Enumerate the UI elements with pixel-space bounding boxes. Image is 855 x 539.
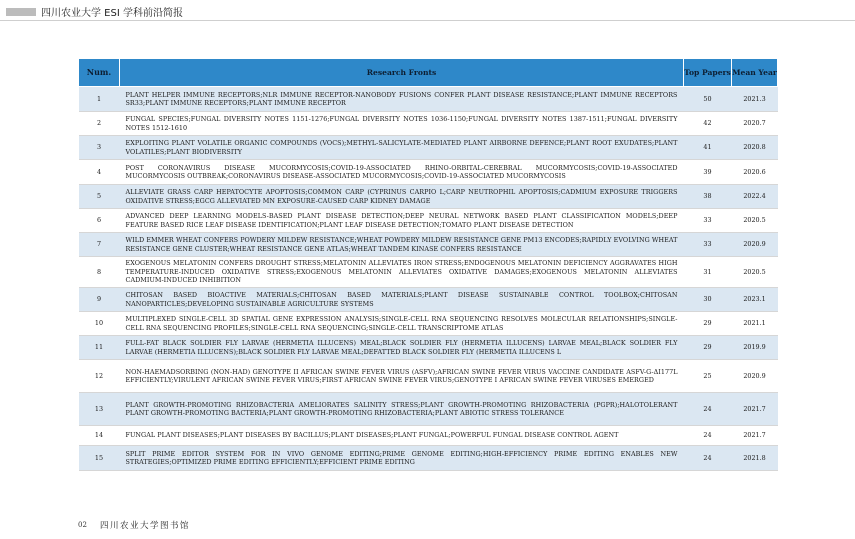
row-top-papers: 30 — [684, 288, 732, 312]
row-mean-year: 2020.8 — [732, 136, 778, 160]
row-research-front: MULTIPLEXED SINGLE-CELL 3D SPATIAL GENE EXPRESSION ANALYSIS;SINGLE-CELL RNA SEQUENCING RESOLVES MOLECULAR RELATIONSHIPS;SINGLE-CELL RNA SEQUENCING PROFILES;SINGLE-CELL RNA SEQUENCING;SINGLE-CELL TRANSCRIPTOME ATLAS — [120, 312, 684, 336]
table-row — [79, 185, 778, 209]
row-research-front: PLANT HELPER IMMUNE RECEPTORS;NLR IMMUNE RECEPTOR-NANOBODY FUSIONS CONFER PLANT DISEASE RESISTANCE;PLANT IMMUNE RECEPTORS SR33;PLANT IMMUNE RECEPTORS;PLANT IMMUNE RECEPTOR — [120, 87, 684, 112]
row-num: 2 — [79, 112, 120, 136]
header-research-fronts: Research Fronts — [120, 59, 684, 87]
row-num: 7 — [79, 233, 120, 257]
row-top-papers: 39 — [684, 160, 732, 185]
header-title: 四川农业大学 ESI 学科前沿简报 — [41, 8, 183, 19]
row-num: 9 — [79, 288, 120, 312]
research-fronts-table — [78, 58, 778, 471]
table-row — [79, 446, 778, 471]
row-mean-year: 2021.3 — [732, 87, 778, 112]
row-num: 13 — [79, 393, 120, 426]
table-header-row — [79, 59, 778, 87]
row-top-papers: 25 — [684, 360, 732, 393]
page-header — [0, 0, 855, 22]
table-row — [79, 160, 778, 185]
row-mean-year: 2021.7 — [732, 393, 778, 426]
row-top-papers: 24 — [684, 426, 732, 446]
row-mean-year: 2021.7 — [732, 426, 778, 446]
table-row — [79, 312, 778, 336]
row-num: 4 — [79, 160, 120, 185]
table-row — [79, 87, 778, 112]
header-num: Num. — [79, 59, 120, 87]
row-num: 8 — [79, 257, 120, 288]
row-research-front: ADVANCED DEEP LEARNING MODELS-BASED PLANT DISEASE DETECTION;DEEP NEURAL NETWORK BASED PLANT CLASSIFICATION MODELS;DEEP FEATURE BASED RICE LEAF DISEASE IDENTIFICATION;PLANT LEAF DISEASE DETECTION;TOMATO PLANT DISEASE DETECTION — [120, 209, 684, 233]
table-row — [79, 209, 778, 233]
row-top-papers: 24 — [684, 393, 732, 426]
row-mean-year: 2020.5 — [732, 257, 778, 288]
table-row — [79, 288, 778, 312]
header-divider — [0, 20, 855, 21]
row-num: 12 — [79, 360, 120, 393]
row-research-front: POST CORONAVIRUS DISEASE MUCORMYCOSIS;COVID-19-ASSOCIATED RHINO-ORBITAL-CEREBRAL MUCORMYCOSIS;COVID-19-ASSOCIATED MUCORMYCOSIS OUTBREAK;CORONAVIRUS DISEASE-ASSOCIATED MUCORMYCOSIS;COVID-19-ASSOCIATED MUCORMYCOSIS — [120, 160, 684, 185]
row-mean-year: 2019.9 — [732, 336, 778, 360]
row-top-papers: 31 — [684, 257, 732, 288]
row-mean-year: 2022.4 — [732, 185, 778, 209]
row-research-front: ALLEVIATE GRASS CARP HEPATOCYTE APOPTOSIS;COMMON CARP (CYPRINUS CARPIO L;CARP NEUTROPHIL APOPTOSIS;CADMIUM EXPOSURE TRIGGERS OXIDATIVE STRESS;EGCG ALLEVIATED MN EXPOSURE-CAUSED CARP KIDNEY DAMAGE — [120, 185, 684, 209]
row-top-papers: 38 — [684, 185, 732, 209]
row-num: 6 — [79, 209, 120, 233]
header-top-papers: Top Papers — [684, 59, 732, 87]
row-mean-year: 2020.9 — [732, 233, 778, 257]
row-top-papers: 41 — [684, 136, 732, 160]
table-row — [79, 136, 778, 160]
row-research-front: NON-HAEMADSORBING (NON-HAD) GENOTYPE II AFRICAN SWINE FEVER VIRUS (ASFV);AFRICAN SWINE FEVER VIRUS VACCINE CANDIDATE ASFV-G-ΔI177L EFFICIENTLY;VIRULENT AFRICAN SWINE FEVER VIRUS;FIRST AFRICAN SWINE FEVER VIRUS;GENOTYPE I AFRICAN SWINE FEVER VIRUSES EMERGED — [120, 360, 684, 393]
table-row — [79, 360, 778, 393]
library-name: 四川农业大学图书馆 — [100, 521, 191, 531]
row-research-front: SPLIT PRIME EDITOR SYSTEM FOR IN VIVO GENOME EDITING;PRIME GENOME EDITING;HIGH-EFFICIENCY PRIME EDITING ENABLES NEW STRATEGIES;OPTIMIZED PRIME EDITING EFFICIENTLY;EFFICIENT PRIME EDITING — [120, 446, 684, 471]
row-mean-year: 2023.1 — [732, 288, 778, 312]
row-num: 10 — [79, 312, 120, 336]
row-mean-year: 2021.8 — [732, 446, 778, 471]
row-top-papers: 42 — [684, 112, 732, 136]
row-research-front: FULL-FAT BLACK SOLDIER FLY LARVAE (HERMETIA ILLUCENS) MEAL;BLACK SOLDIER FLY (HERMETIA ILLUCENS) LARVAE MEAL;BLACK SOLDIER FLY LARVAE (HERMETIA ILLUCENS);BLACK SOLDIER FLY LARVAE MEAL;DEFATTED BLACK SOLDIER FLY (HERMETIA ILLUCENS L — [120, 336, 684, 360]
header-mean-year: Mean Year — [732, 59, 778, 87]
row-research-front: WILD EMMER WHEAT CONFERS POWDERY MILDEW RESISTANCE;WHEAT POWDERY MILDEW RESISTANCE GENE PM13 ENCODES;RAPIDLY EVOLVING WHEAT RESISTANCE GENE CLUSTER;WHEAT RESISTANCE GENE ATLAS;WHEAT TANDEM KINASE CONFERS RESISTANCE — [120, 233, 684, 257]
table-row — [79, 233, 778, 257]
row-top-papers: 50 — [684, 87, 732, 112]
row-num: 15 — [79, 446, 120, 471]
page-number: 02 — [78, 521, 87, 529]
row-research-front: EXPLOITING PLANT VOLATILE ORGANIC COMPOUNDS (VOCS);METHYL-SALICYLATE-MEDIATED PLANT AIRBORNE DEFENCE;PLANT ROOT EXUDATES;PLANT VOLATILES;PLANT BIODIVERSITY — [120, 136, 684, 160]
row-top-papers: 33 — [684, 209, 732, 233]
table-row — [79, 257, 778, 288]
table-row — [79, 393, 778, 426]
row-mean-year: 2020.6 — [732, 160, 778, 185]
row-research-front: CHITOSAN BASED BIOACTIVE MATERIALS;CHITOSAN BASED MATERIALS;PLANT DISEASE SUSTAINABLE CONTROL TOOLBOX;CHITOSAN NANOPARTICLES;DEVELOPING SUSTAINABLE AGRICULTURE SYSTEMS — [120, 288, 684, 312]
row-top-papers: 24 — [684, 446, 732, 471]
header-accent-bar — [6, 8, 36, 16]
row-num: 1 — [79, 87, 120, 112]
row-top-papers: 29 — [684, 312, 732, 336]
row-num: 5 — [79, 185, 120, 209]
row-research-front: PLANT GROWTH-PROMOTING RHIZOBACTERIA AMELIORATES SALINITY STRESS;PLANT GROWTH-PROMOTING RHIZOBACTERIA (PGPR);HALOTOLERANT PLANT GROWTH-PROMOTING BACTERIA;PLANT GROWTH-PROMOTING RHIZOBACTERIA;PLANT ABIOTIC STRESS TOLERANCE — [120, 393, 684, 426]
table-row — [79, 426, 778, 446]
row-mean-year: 2020.5 — [732, 209, 778, 233]
row-mean-year: 2020.9 — [732, 360, 778, 393]
row-num: 3 — [79, 136, 120, 160]
table-row — [79, 336, 778, 360]
row-research-front: FUNGAL PLANT DISEASES;PLANT DISEASES BY BACILLUS;PLANT DISEASES;PLANT FUNGAL;POWERFUL FUNGAL DISEASE CONTROL AGENT — [120, 426, 684, 446]
row-mean-year: 2020.7 — [732, 112, 778, 136]
row-research-front: EXOGENOUS MELATONIN CONFERS DROUGHT STRESS;MELATONIN ALLEVIATES IRON STRESS;ENDOGENOUS MELATONIN DEFICIENCY AGGRAVATES HIGH TEMPERATURE-INDUCED OXIDATIVE STRESS;EXOGENOUS MELATONIN ALLEVIATES OXIDATIVE DAMAGES;EXOGENOUS MELATONIN ALLEVIATES CADMIUM-INDUCED INHIBITION — [120, 257, 684, 288]
row-mean-year: 2021.1 — [732, 312, 778, 336]
row-top-papers: 33 — [684, 233, 732, 257]
row-num: 11 — [79, 336, 120, 360]
row-top-papers: 29 — [684, 336, 732, 360]
table-row — [79, 112, 778, 136]
row-research-front: FUNGAL SPECIES;FUNGAL DIVERSITY NOTES 1151-1276;FUNGAL DIVERSITY NOTES 1036-1150;FUNGAL DIVERSITY NOTES 1387-1511;FUNGAL DIVERSITY NOTES 1512-1610 — [120, 112, 684, 136]
row-num: 14 — [79, 426, 120, 446]
